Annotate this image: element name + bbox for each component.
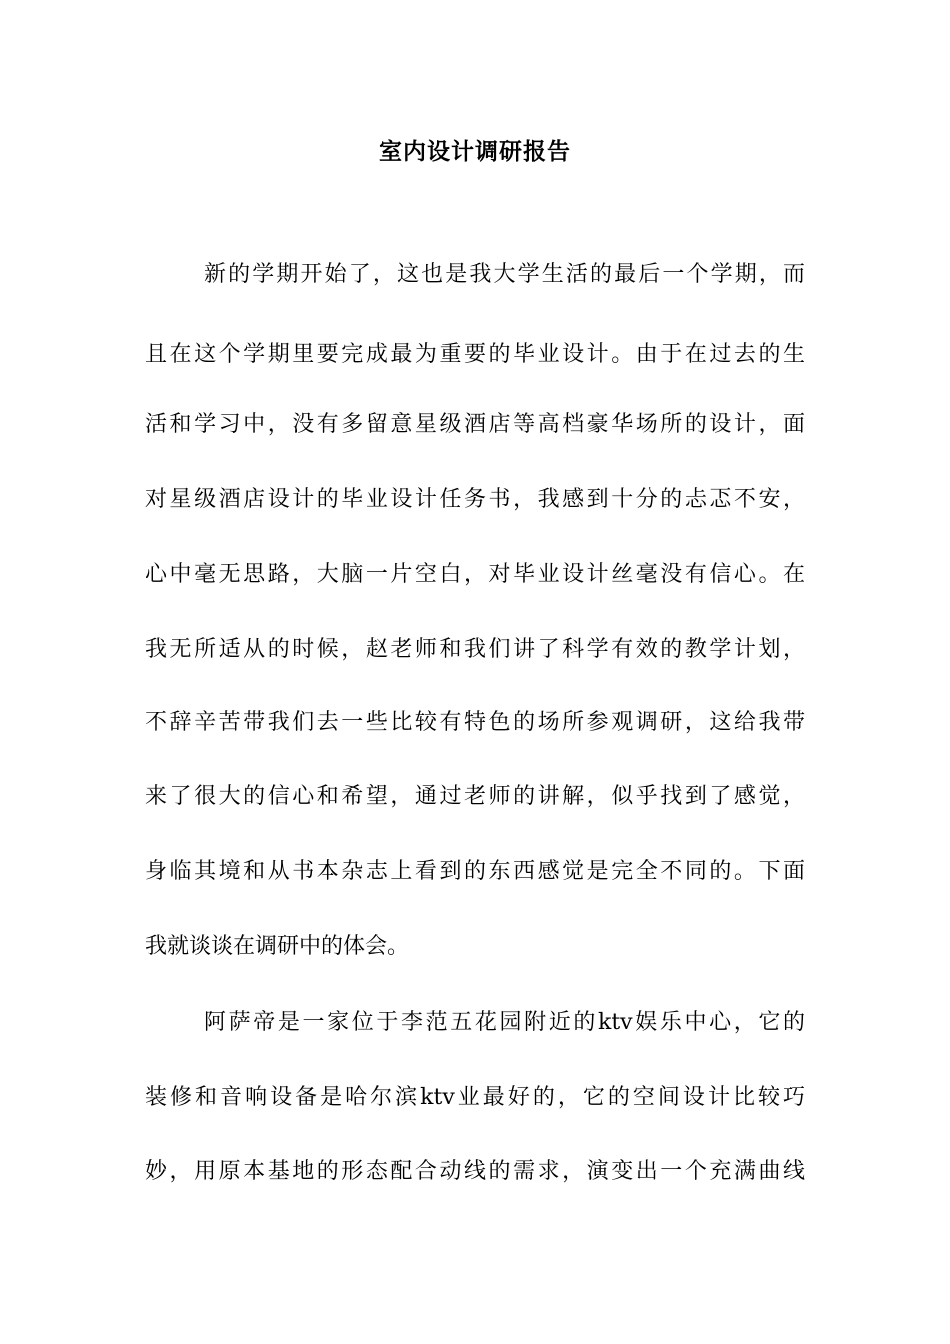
paragraph-1-line-7: 不辞辛苦带我们去一些比较有特色的场所参观调研，这给我带 <box>145 710 805 735</box>
paragraph-1-line-1: 新的学期开始了，这也是我大学生活的最后一个学期，而 <box>204 262 805 287</box>
paragraph-1-line-2: 且在这个学期里要完成最为重要的毕业设计。由于在过去的生 <box>145 342 805 367</box>
paragraph-2-line-1: 阿萨帝是一家位于李范五花园附近的ktv娱乐中心，它的 <box>204 1010 805 1035</box>
paragraph-1-line-5: 心中毫无思路，大脑一片空白，对毕业设计丝毫没有信心。在 <box>145 562 805 587</box>
paragraph-2-line-3: 妙，用原本基地的形态配合动线的需求，演变出一个充满曲线 <box>145 1159 805 1184</box>
paragraph-1-line-9: 身临其境和从书本杂志上看到的东西感觉是完全不同的。下面 <box>145 859 805 884</box>
paragraph-2-line-2: 装修和音响设备是哈尔滨ktv业最好的，它的空间设计比较巧 <box>145 1085 805 1110</box>
paragraph-1-line-3: 活和学习中，没有多留意星级酒店等高档豪华场所的设计，面 <box>145 412 805 437</box>
paragraph-1-line-8: 来了很大的信心和希望，通过老师的讲解，似乎找到了感觉， <box>145 784 805 809</box>
paragraph-1-line-4: 对星级酒店设计的毕业设计任务书，我感到十分的忐忑不安， <box>145 487 805 512</box>
paragraph-1-line-10: 我就谈谈在调研中的体会。 <box>145 934 410 959</box>
paragraph-1-line-6: 我无所适从的时候，赵老师和我们讲了科学有效的教学计划， <box>145 637 805 662</box>
document-title: 室内设计调研报告 <box>379 138 571 165</box>
